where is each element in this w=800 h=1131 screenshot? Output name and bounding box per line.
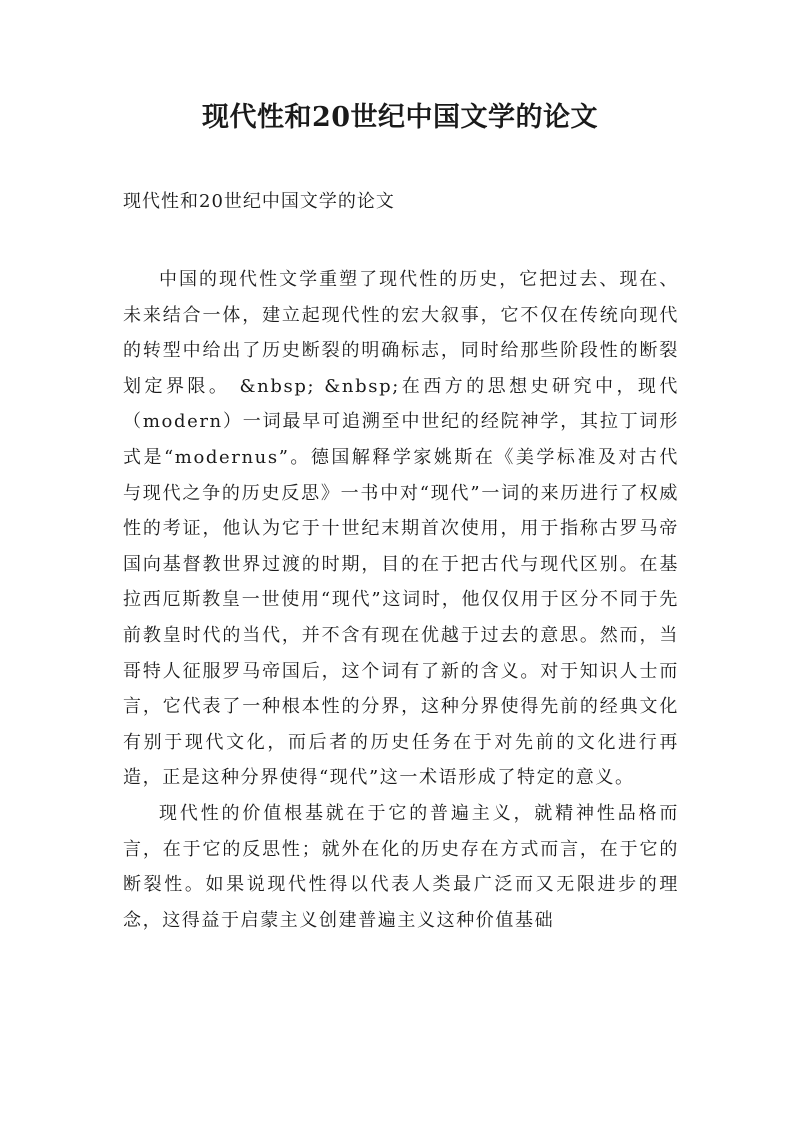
document-body — [123, 262, 679, 938]
paragraph-1: 中国的现代性文学重塑了现代性的历史，它把过去、现在、未来结合一体，建立起现代性的宏大叙事，它不仅在传统向现代的转型中给出了历史断裂的明确标志，同时给那些阶段性的断裂划定界限。 &nbsp; &nbsp;在西方的思想史研究中，现代（modern）一词最早可追溯至中世纪的经院神学，其拉丁词形式是“modernus”。德国解释学家姚斯在《美学标准及对古代与现代之争的历史反思》一书中对“现代”一词的来历进行了权威性的考证，他认为它于十世纪末期首次使用，用于指称古罗马帝国向基督教世界过渡的时期，目的在于把古代与现代区别。在基拉西厄斯教皇一世使用“现代”这词时，他仅仅用于区分不同于先前教皇时代的当代，并不含有现在优越于过去的意思。然而，当哥特人征服罗马帝国后，这个词有了新的含义。对于知识人士而言，它代表了一种根本性的分界，这种分界使得先前的经典文化有别于现代文化，而后者的历史任务在于对先前的文化进行再造，正是这种分界使得“现代”这一术语形成了特定的意义。 — [123, 269, 679, 789]
paragraph-2: 现代性的价值根基就在于它的普遍主义，就精神性品格而言，在于它的反思性；就外在化的历史存在方式而言，在于它的断裂性。如果说现代性得以代表人类最广泛而又无限进步的理念，这得益于启蒙主义创建普遍主义这种价值基础 — [123, 802, 679, 931]
document-title: 现代性和20世纪中国文学的论文 — [201, 102, 599, 133]
document-subtitle: 现代性和20世纪中国文学的论文 — [123, 191, 395, 212]
